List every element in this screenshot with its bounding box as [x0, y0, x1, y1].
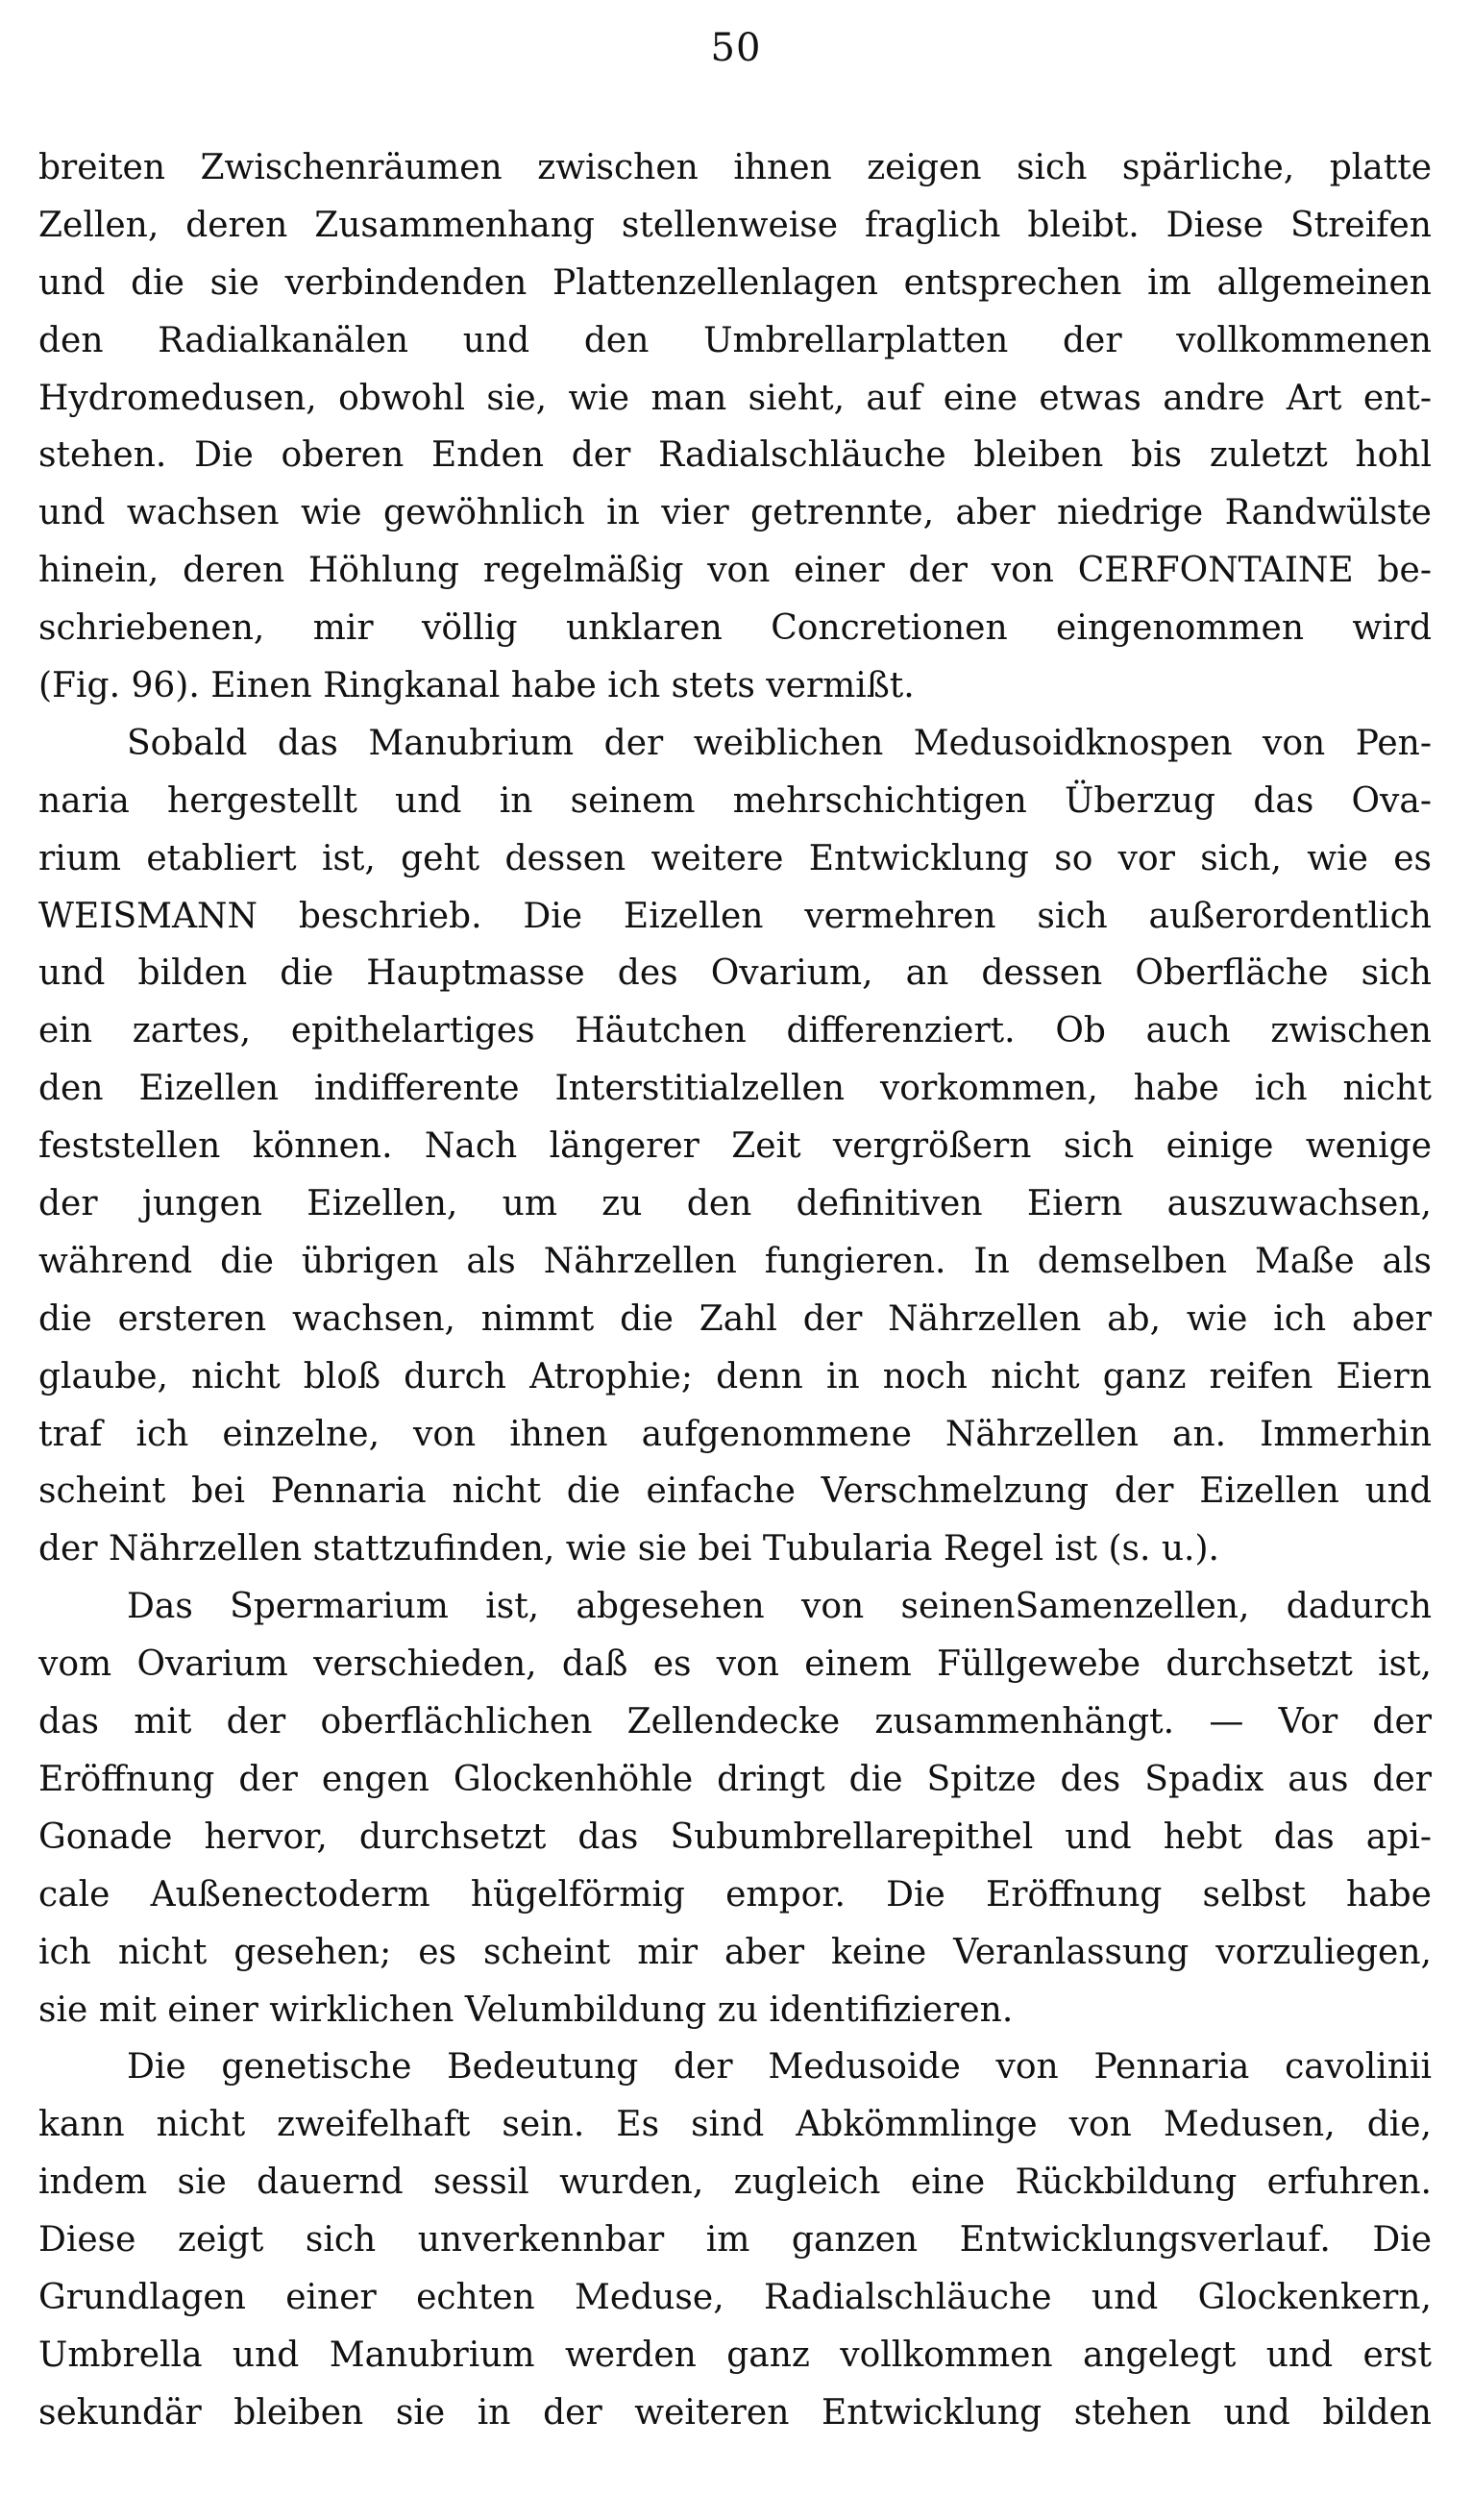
text-line: Diese zeigt sich unverkennbar im ganzen Entwicklungsverlauf. Die	[38, 2220, 1432, 2261]
page-number: 50	[710, 26, 762, 70]
text-line: rium etabliert ist, geht dessen weitere Entwicklung so vor sich, wie es	[38, 838, 1432, 878]
text-line: der Nährzellen stattzufinden, wie sie bei Tubularia Regel ist (s. u.).	[38, 1529, 1219, 1569]
text-line: Grundlagen einer echten Meduse, Radialschläuche und Glockenkern,	[38, 2277, 1432, 2317]
text-line: vom Ovarium verschieden, daß es von einem Füllgewebe durchsetzt ist,	[38, 1644, 1432, 1685]
text-line: Zellen, deren Zusammenhang stellenweise fraglich bleibt. Diese Streifen	[38, 205, 1432, 245]
text-line: cale Außenectoderm hügelförmig empor. Die Eröffnung selbst habe	[38, 1874, 1432, 1915]
text-line: den Radialkanälen und den Umbrellarplatten der vollkommenen	[38, 320, 1432, 360]
text-line: Sobald das Manubrium der weiblichen Medusoidknospen von Pen-	[127, 723, 1432, 763]
text-line: Das Spermarium ist, abgesehen von seinenSamenzellen, dadurch	[127, 1587, 1432, 1627]
text-line: schriebenen, mir völlig unklaren Concretionen eingenommen wird	[38, 608, 1432, 649]
text-line: glaube, nicht bloß durch Atrophie; denn in noch nicht ganz reifen Eiern	[38, 1356, 1432, 1396]
text-line: stehen. Die oberen Enden der Radialschläuche bleiben bis zuletzt hohl	[38, 435, 1432, 476]
text-line: breiten Zwischenräumen zwischen ihnen zeigen sich spärliche, platte	[38, 148, 1432, 187]
text-line: und wachsen wie gewöhnlich in vier getrennte, aber niedrige Randwülste	[38, 493, 1432, 533]
text-line: feststellen können. Nach längerer Zeit vergrößern sich einige wenige	[38, 1126, 1432, 1167]
text-line: naria hergestellt und in seinem mehrschichtigen Überzug das Ova-	[38, 780, 1432, 821]
text-line: traf ich einzelne, von ihnen aufgenommene Nährzellen an. Immerhin	[38, 1414, 1432, 1454]
text-line: das mit der oberflächlichen Zellendecke zusammenhängt. — Vor der	[38, 1702, 1432, 1742]
text-line: die ersteren wachsen, nimmt die Zahl der Nährzellen ab, wie ich aber	[38, 1298, 1432, 1339]
text-line: Die genetische Bedeutung der Medusoide von Pennaria cavolinii	[127, 2047, 1432, 2088]
text-line: hinein, deren Höhlung regelmäßig von einer der von CERFONTAINE be-	[38, 551, 1432, 591]
text-line: indem sie dauernd sessil wurden, zugleich eine Rückbildung erfuhren.	[38, 2162, 1432, 2203]
text-line: während die übrigen als Nährzellen fungieren. In demselben Maße als	[38, 1241, 1432, 1281]
text-line: (Fig. 96). Einen Ringkanal habe ich stets vermißt.	[38, 666, 915, 706]
text-line: kann nicht zweifelhaft sein. Es sind Abkömmlinge von Medusen, die,	[38, 2105, 1432, 2145]
text-line: Gonade hervor, durchsetzt das Subumbrellarepithel und hebt das api-	[38, 1816, 1432, 1857]
text-line: sie mit einer wirklichen Velumbildung zu identifizieren.	[38, 1989, 1014, 2030]
text-line: und die sie verbindenden Plattenzellenlagen entsprechen im allgemeinen	[38, 262, 1432, 303]
text-line: ich nicht gesehen; es scheint mir aber keine Veranlassung vorzuliegen,	[38, 1932, 1432, 1972]
text-line: Eröffnung der engen Glockenhöhle dringt die Spitze des Spadix aus der	[38, 1759, 1432, 1799]
body-text	[38, 139, 1432, 2442]
text-line: sekundär bleiben sie in der weiteren Entwicklung stehen und bilden	[38, 2392, 1432, 2433]
text-line: und bilden die Hauptmasse des Ovarium, an dessen Oberfläche sich	[38, 953, 1432, 994]
text-line: der jungen Eizellen, um zu den definitiven Eiern auszuwachsen,	[38, 1184, 1432, 1224]
text-line: den Eizellen indifferente Interstitialzellen vorkommen, habe ich nicht	[38, 1069, 1432, 1109]
text-line: WEISMANN beschrieb. Die Eizellen vermehren sich außerordentlich	[38, 896, 1432, 936]
text-line: Umbrella und Manubrium werden ganz vollkommen angelegt und erst	[38, 2335, 1432, 2375]
text-line: scheint bei Pennaria nicht die einfache Verschmelzung der Eizellen und	[38, 1471, 1432, 1512]
text-line: ein zartes, epithelartiges Häutchen differenziert. Ob auch zwischen	[38, 1011, 1432, 1051]
text-line: Hydromedusen, obwohl sie, wie man sieht, auf eine etwas andre Art ent-	[38, 378, 1432, 418]
